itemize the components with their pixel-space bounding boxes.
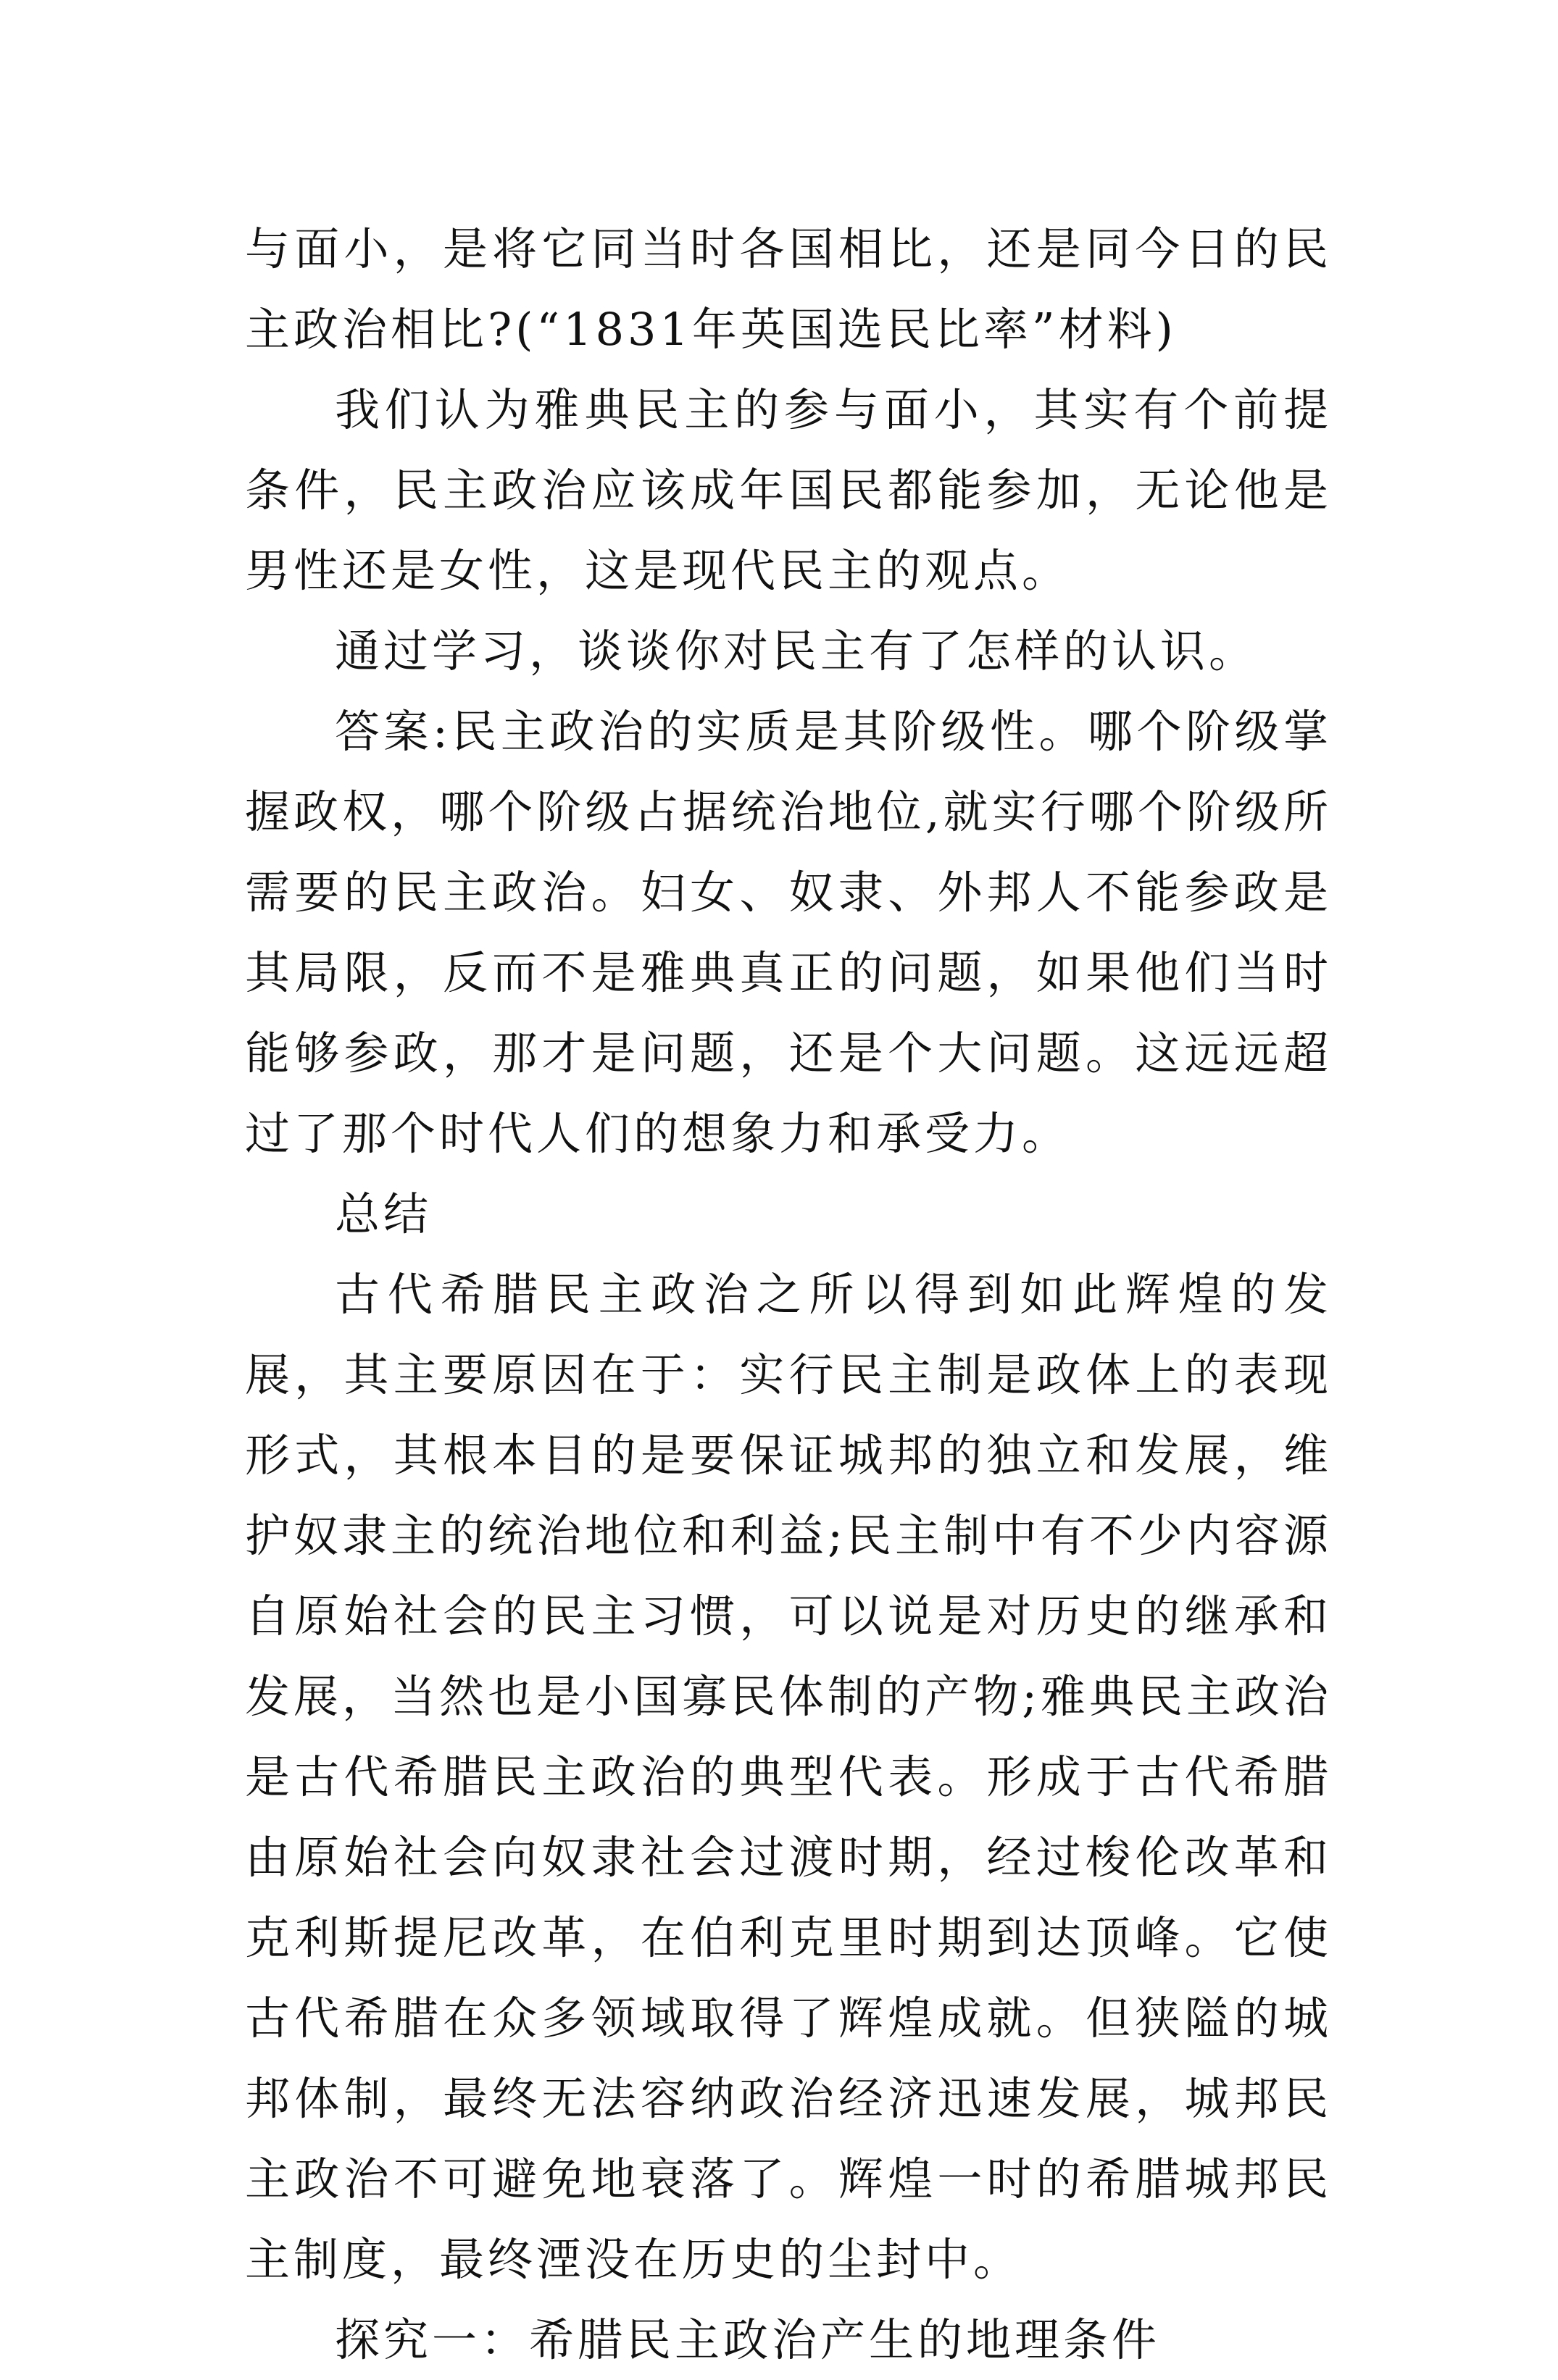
document-body — [245, 209, 1332, 2380]
section-heading-inquiry-one: 探究一：希腊民主政治产生的地理条件 — [335, 2313, 1161, 2366]
paragraph-continuation: 与面小，是将它同当时各国相比，还是同今日的民主政治相比?(“1831年英国选民比率”材料) — [245, 222, 1332, 356]
paragraph-participation: 我们认为雅典民主的参与面小，其实有个前提条件，民主政治应该成年国民都能参加，无论他是男性还是女性，这是现代民主的观点。 — [245, 383, 1332, 597]
paragraph-answer: 答案:民主政治的实质是其阶级性。哪个阶级掌握政权，哪个阶级占据统治地位,就实行哪个阶级所需要的民主政治。妇女、奴隶、外邦人不能参政是其局限，反而不是雅典真正的问题，如果他们当时能够参政，那才是问题，还是个大问题。这远远超过了那个时代人们的想象力和承受力。 — [245, 705, 1332, 1160]
paragraph-question: 通过学习，谈谈你对民主有了怎样的认识。 — [335, 625, 1258, 677]
paragraph-summary: 古代希腊民主政治之所以得到如此辉煌的发展，其主要原因在于：实行民主制是政体上的表现形式，其根本目的是要保证城邦的独立和发展，维护奴隶主的统治地位和利益;民主制中有不少内容源自原始社会的民主习惯，可以说是对历史的继承和发展，当然也是小国寡民体制的产物;雅典民主政治是古代希腊民主政治的典型代表。形成于古代希腊由原始社会向奴隶社会过渡时期，经过梭伦改革和克利斯提尼改革，在伯利克里时期到达顶峰。它使古代希腊在众多领域取得了辉煌成就。但狭隘的城邦体制，最终无法容纳政治经济迅速发展，城邦民主政治不可避免地衰落了。辉煌一时的希腊城邦民主制度，最终湮没在历史的尘封中。 — [245, 1268, 1332, 2286]
section-heading-summary: 总结 — [335, 1187, 433, 1240]
